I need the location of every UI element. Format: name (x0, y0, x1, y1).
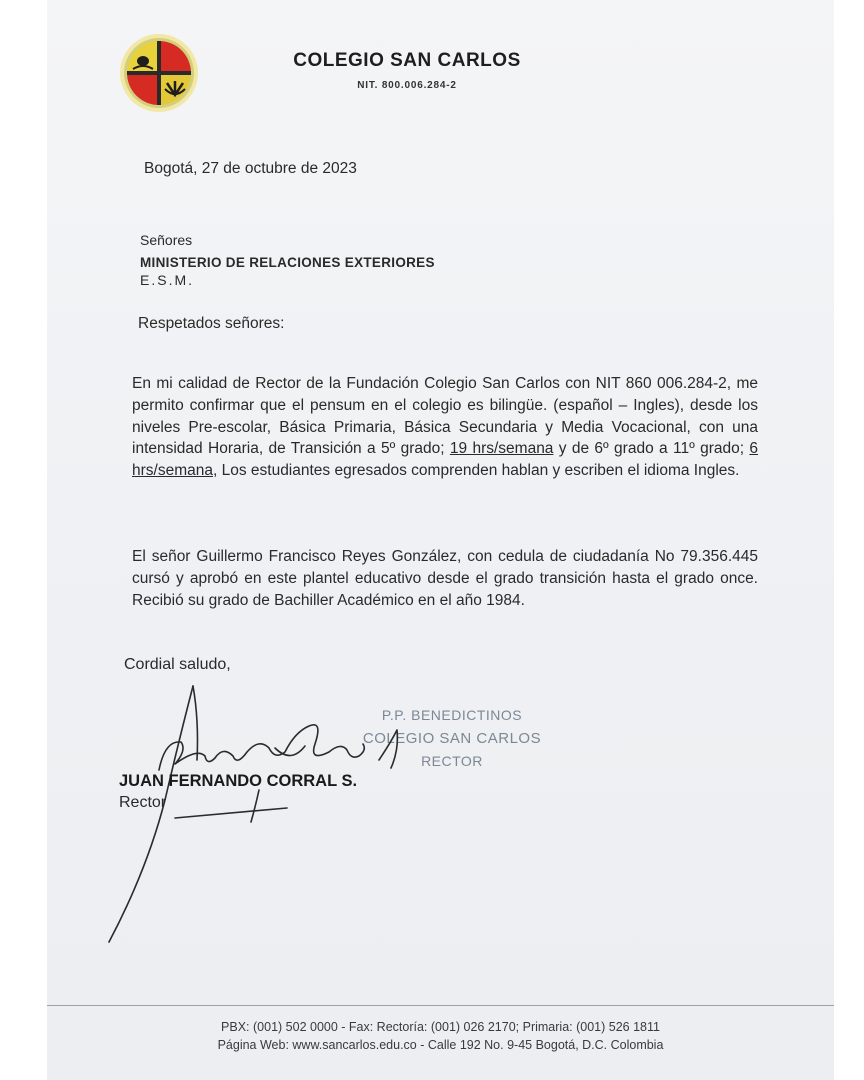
paragraph-1-part-3: , Los estudiantes egresados comprenden hablan y escriben el idioma Ingles. (212, 462, 740, 480)
footer-contact: PBX: (001) 502 0000 - Fax: Rectoría: (001) 026 2170; Primaria: (001) 526 1811 (221, 1020, 660, 1034)
school-crest-icon (119, 33, 199, 113)
paragraph-1-part-1: En mi calidad de Rector de la Fundación Colegio San Carlos con NIT 860 006.284-2, me permito confirmar que el pensum en el colegio es bilingüe. (español – Ingles), desde los niveles Pre-escolar, Básica Primaria, Básica Secundaria y Media Vocacional, con una intensidad Horaria, de Transición a 5º grado; (132, 375, 758, 458)
stamp-line-1: P.P. BENEDICTINOS (381, 707, 523, 723)
footer-address: Página Web: www.sancarlos.edu.co - Calle 192 No. 9-45 Bogotá, D.C. Colombia (217, 1038, 664, 1052)
hours-secondary: 6 hrs/semana (132, 440, 758, 480)
letter-greeting: Respetados señores: (138, 315, 285, 332)
recipient-name: MINISTERIO DE RELACIONES EXTERIORES (140, 255, 435, 270)
signer-name: JUAN FERNANDO CORRAL S. (119, 772, 358, 790)
body-paragraph-2: El señor Guillermo Francisco Reyes González, con cedula de ciudadanía No 79.356.445 cursó y aprobó en este plantel educativo desde el grado transición hasta el grado once. Recibió su grado de Bachiller Académico en el año 1984. (132, 548, 758, 609)
recipient-suffix: E.S.M. (140, 272, 195, 288)
school-nit: NIT. 800.006.284-2 (357, 80, 457, 91)
letter-closing: Cordial saludo, (124, 656, 231, 673)
body-paragraph-1 (132, 373, 758, 482)
letter-page (47, 0, 834, 1080)
signer-role: Rector (119, 794, 167, 811)
footer-divider (47, 1005, 834, 1006)
stamp-line-3: RECTOR (421, 753, 483, 769)
recipient-salutation: Señores (140, 232, 193, 248)
hours-primary: 19 hrs/semana (449, 440, 554, 458)
rector-stamp (347, 704, 557, 773)
paragraph-1-part-2: y de 6º grado a 11º grado; (553, 440, 750, 458)
stamp-line-2: COLEGIO SAN CARLOS (362, 730, 542, 747)
letter-date: Bogotá, 27 de octubre de 2023 (144, 160, 357, 177)
school-name: COLEGIO SAN CARLOS (293, 50, 521, 71)
